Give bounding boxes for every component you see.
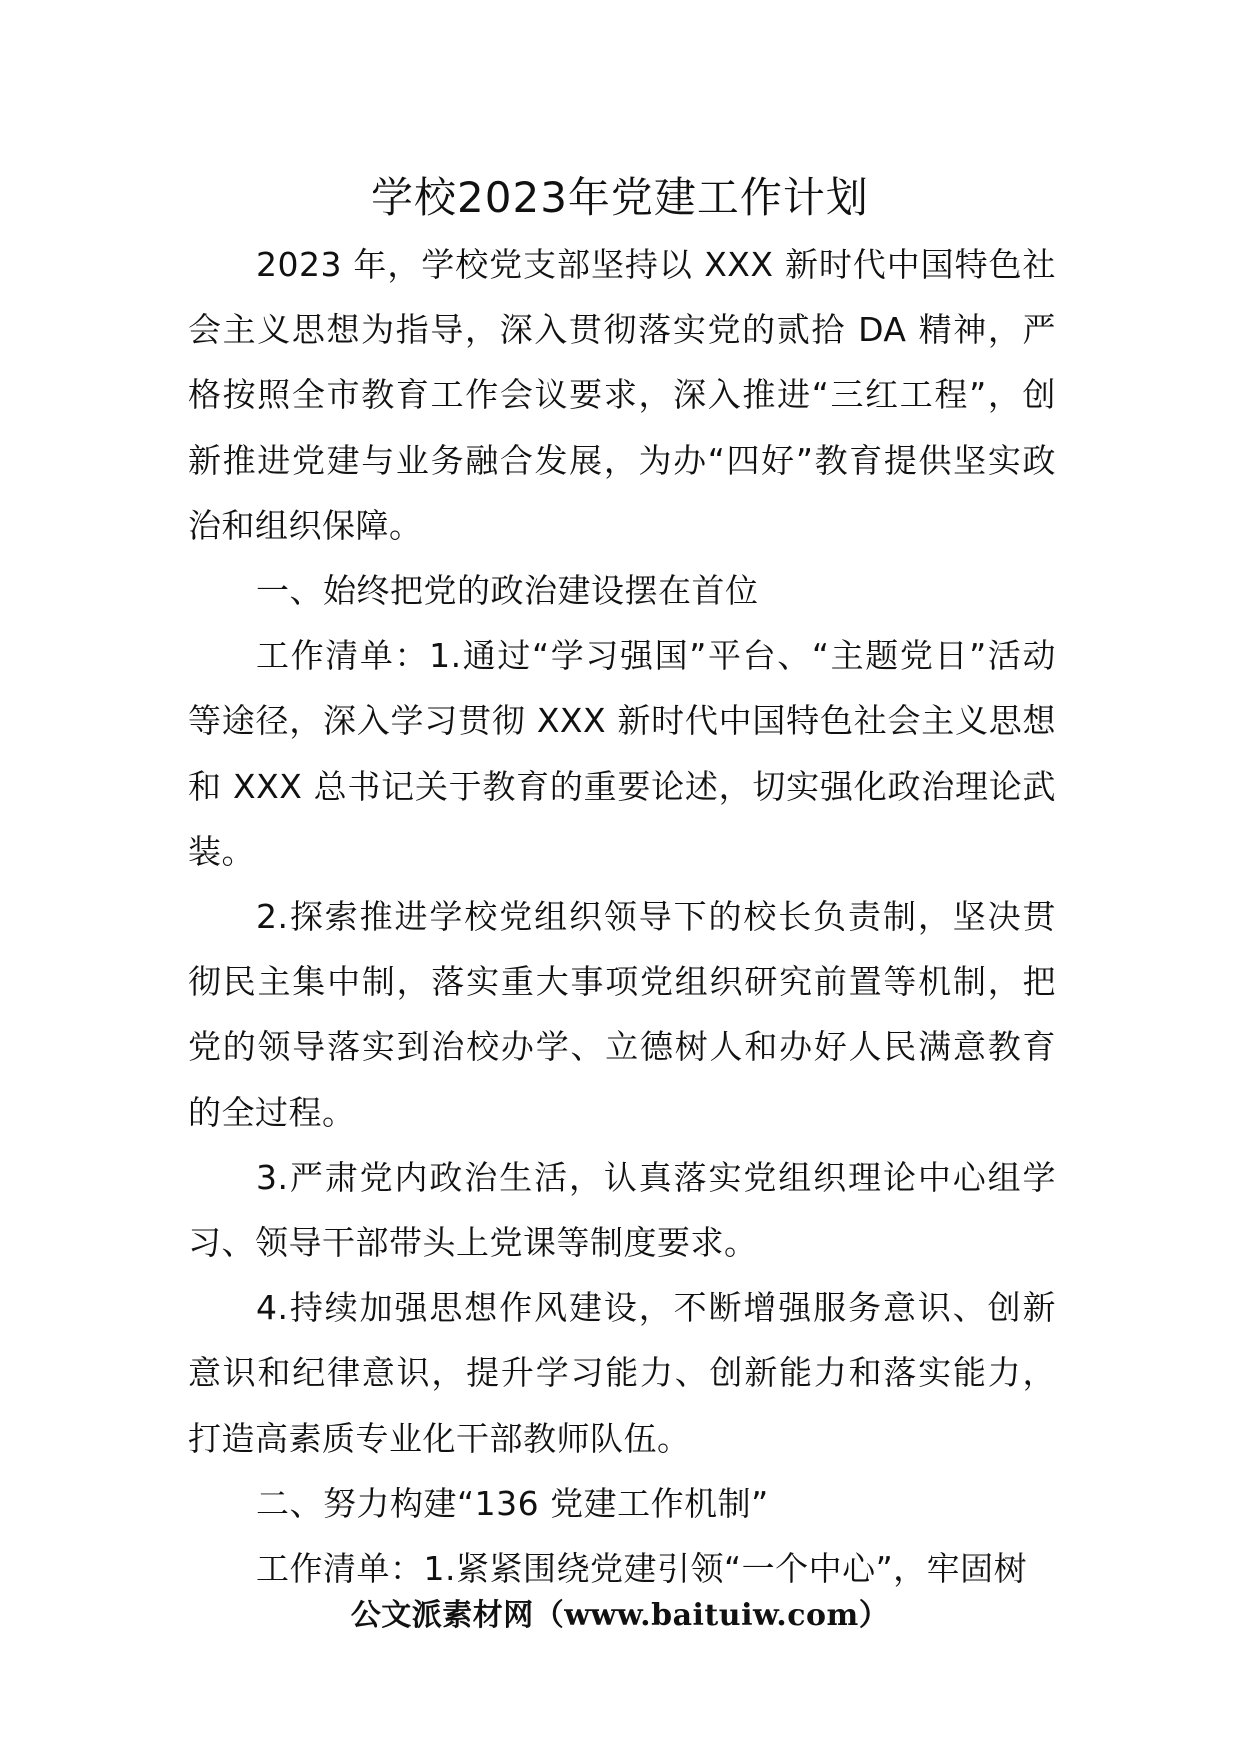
paragraph-item-3: 3.严肃党内政治生活，认真落实党组织理论中心组学习、领导干部带头上党课等制度要求。 [188,1157,1056,1263]
document-title: 学校2023年党建工作计划 [371,173,869,222]
section-heading-1: 一、始终把党的政治建设摆在首位 [256,571,759,611]
footer-watermark: 公文派素材网（www.baituiw.com） [350,1598,890,1633]
paragraph-item-4: 4.持续加强思想作风建设，不断增强服务意识、创新意识和纪律意识，提升学习能力、创新能力和落实能力，打造高素质专业化干部教师队伍。 [188,1288,1056,1458]
paragraph-worklist-1: 工作清单：1.通过“学习强国”平台、“主题党日”活动等途径，深入学习贯彻 XXX 新时代中国特色社会主义思想和 XXX 总书记关于教育的重要论述，切实强化政治理论武装。 [188,636,1056,871]
paragraph-intro: 2023 年，学校党支部坚持以 XXX 新时代中国特色社会主义思想为指导，深入贯彻落实党的贰拾 DA 精神，严格按照全市教育工作会议要求，深入推进“三红工程”，创新推进党建与业务融合发展，为办“四好”教育提供坚实政治和组织保障。 [188,245,1056,545]
section-heading-2: 二、努力构建“136 党建工作机制” [256,1483,769,1523]
document-body [188,232,1056,1601]
paragraph-worklist-2: 工作清单：1.紧紧围绕党建引领“一个中心”，牢固树 [256,1549,1028,1589]
paragraph-item-2: 2.探索推进学校党组织领导下的校长负责制，坚决贯彻民主集中制，落实重大事项党组织研究前置等机制，把党的领导落实到治校办学、立德树人和办好人民满意教育的全过程。 [188,897,1056,1132]
